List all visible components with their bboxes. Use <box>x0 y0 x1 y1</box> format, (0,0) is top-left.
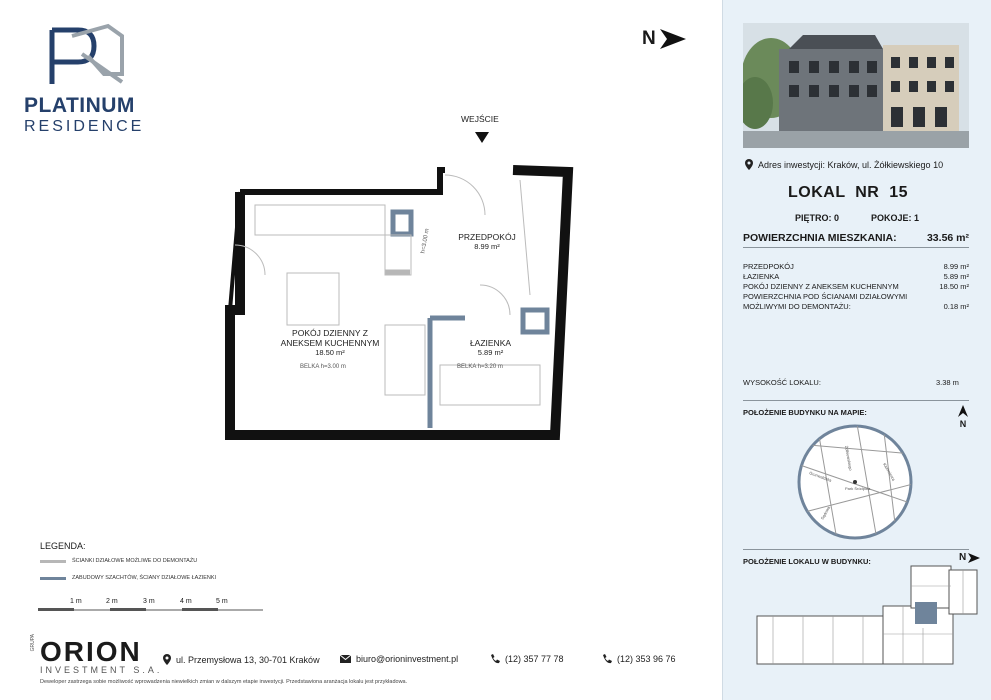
map-north-letter: N <box>959 419 967 429</box>
scale-1m: 1 m <box>70 598 82 605</box>
unit-location-marker <box>915 602 937 624</box>
entrance-arrow-icon <box>475 132 489 143</box>
building-illustration-icon <box>743 23 969 148</box>
group-label: GRUPA <box>30 634 36 652</box>
unit-height <box>743 378 969 387</box>
room-living <box>270 328 390 357</box>
unit-area-value: 33.56 m² <box>926 232 969 244</box>
company-name: ORION <box>40 636 142 667</box>
room-bathroom-area: 5.89 m² <box>477 348 504 358</box>
north-indicator <box>642 28 686 50</box>
room-list <box>743 262 969 312</box>
brand-name: PLATINUM <box>24 94 135 117</box>
contact-phone-1-text[interactable]: (12) 357 77 78 <box>505 654 564 664</box>
room-list-item: POWIERZCHNIA POD ŚCIANAMI DZIAŁOWYMI <box>743 292 908 301</box>
arrow-up-icon <box>958 405 968 417</box>
building-plan <box>753 562 983 672</box>
scale-bar <box>38 600 263 614</box>
arrow-right-icon <box>660 29 686 49</box>
scale-3m: 3 m <box>143 598 155 605</box>
legend-label-demolishable: ŚCIANKI DZIAŁOWE MOŻLIWE DO DEMONTAŻU <box>72 558 198 564</box>
map-section-title: POŁOŻENIE BUDYNKU NA MAPIE: <box>743 408 867 417</box>
beam-left-note: BELKA h=3.00 m <box>300 364 346 370</box>
entrance-label: WEJŚCIE <box>461 114 499 124</box>
brand-subtitle: RESIDENCE <box>24 118 145 135</box>
room-bathroom-name: ŁAZIENKA <box>469 338 512 348</box>
contact-phone-1 <box>490 654 564 664</box>
map-street-1: Grunwaldzka <box>808 470 833 483</box>
building-photo <box>743 23 969 148</box>
contact-email-text[interactable]: biuro@orioninvestment.pl <box>356 654 459 664</box>
room-bathroom <box>463 338 518 357</box>
unit-height-value: 3.38 m <box>936 378 959 387</box>
map-street-5: Sądowa <box>819 505 832 521</box>
disclaimer: Deweloper zastrzega sobie możliwość wprowadzenia niewielkich zmian w dalszym etapie inwestycji. Przedstawiona aranżacja lokalu jest przykładowa. <box>40 679 408 685</box>
legend-swatch-blue <box>40 577 66 580</box>
company-subtitle: INVESTMENT S.A. <box>40 665 163 675</box>
unit-height-label: WYSOKOŚĆ LOKALU: <box>743 378 821 387</box>
location-map <box>797 424 913 540</box>
legend-title: LEGENDA: <box>40 541 86 551</box>
contact-phone-2 <box>602 654 676 664</box>
unit-area-label: POWIERZCHNIA MIESZKANIA: <box>743 232 897 244</box>
unit-rooms: POKOJE: 1 <box>871 213 920 223</box>
contact-address <box>163 654 320 665</box>
divider <box>743 400 969 401</box>
unit-floor: PIĘTRO: 0 <box>795 213 840 223</box>
building-section-title: POŁOŻENIE LOKALU W BUDYNKU: <box>743 557 871 566</box>
room-living-area: 18.50 m² <box>315 348 345 358</box>
room-list-item: ŁAZIENKA 5.89 m² <box>743 272 969 281</box>
contact-address-text: ul. Przemysłowa 13, 30-701 Kraków <box>176 654 320 665</box>
map-street-4: Kazimierza <box>882 462 897 482</box>
scale-2m: 2 m <box>106 598 118 605</box>
map-north-indicator <box>958 405 968 429</box>
scale-4m: 4 m <box>180 598 192 605</box>
arrow-right-icon <box>968 553 980 563</box>
phone-icon <box>490 654 500 664</box>
scale-5m: 5 m <box>216 598 228 605</box>
height-note: h=3.00 m <box>420 228 431 254</box>
room-list-item: MOŻLIWYMI DO DEMONTAŻU: 0.18 m² <box>743 302 969 311</box>
location-pin-icon <box>163 654 171 665</box>
legend-swatch-grey <box>40 560 66 563</box>
room-list-item: PRZEDPOKÓJ 8.99 m² <box>743 262 969 271</box>
investment-address-text: Adres inwestycji: Kraków, ul. Żółkiewskiego 10 <box>758 159 944 170</box>
room-list-item: POKÓJ DZIENNY Z ANEKSEM KUCHENNYM 18.50 m² <box>743 282 969 291</box>
floor-plan-drawing <box>225 110 585 450</box>
location-pin-icon <box>745 159 753 170</box>
legend-item-demolishable <box>40 558 197 564</box>
email-icon <box>340 655 351 663</box>
room-hall-area: 8.99 m² <box>474 242 500 252</box>
investment-address <box>745 159 943 170</box>
building-north-letter: N <box>959 552 967 563</box>
map-street-3: Park Śródpola <box>845 486 871 491</box>
legend-item-shafts <box>40 575 216 581</box>
phone-icon <box>602 654 612 664</box>
unit-number: LOKAL NR 15 <box>788 184 908 201</box>
floor-plan <box>225 110 585 450</box>
room-living-name-2: ANEKSEM KUCHENNYM <box>280 338 380 349</box>
north-letter: N <box>642 28 656 49</box>
unit-area <box>743 232 969 248</box>
divider <box>743 549 969 550</box>
contact-email <box>340 654 458 664</box>
info-panel <box>722 0 991 700</box>
beam-right-note: BELKA h=3.20 m <box>457 364 503 370</box>
contact-phone-2-text[interactable]: (12) 353 96 76 <box>617 654 676 664</box>
legend-label-shafts: ZABUDOWY SZACHTÓW, ŚCIANY DZIAŁOWE ŁAZIENKI <box>72 575 217 581</box>
room-hall <box>457 232 517 251</box>
map-street-2: Żółkiewskiego <box>844 445 854 471</box>
room-hall-name: PRZEDPOKÓJ <box>458 232 516 242</box>
room-living-name-1: POKÓJ DZIENNY Z <box>292 328 368 338</box>
